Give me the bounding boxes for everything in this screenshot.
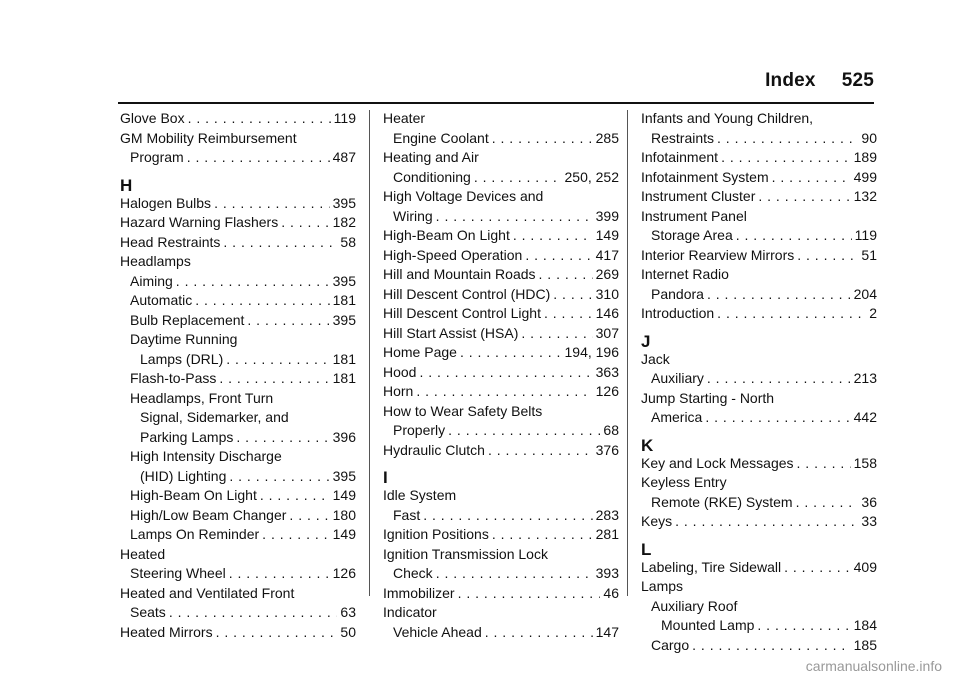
dot-leader xyxy=(485,624,593,640)
section-letter: K xyxy=(641,435,654,455)
entry-label: Wiring xyxy=(393,207,433,224)
index-entry[interactable] xyxy=(120,273,356,293)
entry-label: Lamps (DRL) xyxy=(140,350,224,367)
page-reference: 213 xyxy=(853,370,877,386)
index-entry[interactable] xyxy=(120,110,356,130)
index-heading: Daytime Running xyxy=(130,331,238,347)
entry-label: Hill Descent Control Light xyxy=(383,305,541,321)
index-entry[interactable] xyxy=(120,604,356,624)
entry-label: Flash-to-Pass xyxy=(130,370,217,386)
dot-leader xyxy=(796,494,859,510)
page-reference: 204 xyxy=(853,285,877,302)
index-entry[interactable] xyxy=(383,383,619,403)
index-heading: Heater xyxy=(383,110,426,126)
index-entry[interactable] xyxy=(383,305,619,325)
page-reference: 182 xyxy=(332,214,356,230)
index-entry[interactable] xyxy=(641,617,877,637)
dot-leader xyxy=(416,383,592,399)
index-entry[interactable] xyxy=(641,559,877,579)
page-reference: 149 xyxy=(332,526,356,542)
header-rule xyxy=(118,102,874,104)
index-heading: Keyless Entry xyxy=(641,474,727,490)
page-header xyxy=(765,70,874,92)
dot-leader xyxy=(187,149,330,165)
entry-label: Immobilizer xyxy=(383,584,455,601)
index-heading: Indicator xyxy=(383,604,437,620)
dot-leader xyxy=(717,130,858,146)
index-entry[interactable] xyxy=(120,526,356,546)
dot-leader xyxy=(226,351,329,367)
entry-label: Hill and Mountain Roads xyxy=(383,266,536,282)
page-reference: 180 xyxy=(332,506,356,523)
page-reference: 2 xyxy=(869,305,877,321)
dot-leader xyxy=(705,409,850,425)
entry-label: Parking Lamps xyxy=(140,428,234,445)
index-entry[interactable] xyxy=(120,234,356,254)
entry-label: Seats xyxy=(130,604,166,620)
entry-label: Engine Coolant xyxy=(393,129,489,146)
index-heading: Infants and Young Children, xyxy=(641,110,814,126)
page-reference: 149 xyxy=(332,487,356,503)
index-entry[interactable] xyxy=(641,409,877,429)
index-entry[interactable] xyxy=(120,214,356,234)
index-entry[interactable] xyxy=(383,565,619,585)
entry-label: Halogen Bulbs xyxy=(120,194,212,211)
entry-label: Auxiliary xyxy=(651,370,704,386)
page-reference: 395 xyxy=(332,272,356,289)
page-reference: 185 xyxy=(853,636,877,653)
index-entry[interactable] xyxy=(641,513,877,533)
dot-leader xyxy=(721,149,851,165)
page-reference: 310 xyxy=(595,285,619,302)
dot-leader xyxy=(247,312,329,328)
page-reference: 36 xyxy=(861,493,877,510)
dot-leader xyxy=(797,247,858,263)
index-entry[interactable] xyxy=(120,468,356,488)
dot-leader xyxy=(448,422,600,438)
page-reference: 132 xyxy=(853,188,877,204)
entry-label: Horn xyxy=(383,383,414,399)
dot-leader xyxy=(707,370,851,386)
index-entry[interactable] xyxy=(383,442,619,462)
index-heading: Headlamps, Front Turn xyxy=(130,389,274,406)
page-reference: 194, 196 xyxy=(564,344,619,360)
page-reference: 409 xyxy=(853,558,877,575)
index-heading: Ignition Transmission Lock xyxy=(383,545,548,562)
dot-leader xyxy=(223,234,337,250)
index-heading: Lamps xyxy=(641,578,684,594)
entry-label: Instrument Cluster xyxy=(641,188,756,204)
entry-label: High-Beam On Light xyxy=(130,487,257,503)
page-reference: 147 xyxy=(595,623,619,640)
entry-label: Check xyxy=(393,565,433,581)
entry-label: Program xyxy=(130,149,184,165)
page-reference: 396 xyxy=(332,428,356,445)
dot-leader xyxy=(260,487,330,503)
page-reference: 46 xyxy=(603,584,619,601)
dot-leader xyxy=(458,585,601,601)
column-divider xyxy=(627,110,628,596)
page-reference: 119 xyxy=(854,227,877,243)
dot-leader xyxy=(736,227,852,243)
dot-leader xyxy=(289,507,329,523)
entry-label: Labeling, Tire Sidewall xyxy=(641,558,782,575)
index-entry[interactable] xyxy=(641,169,877,189)
index-entry[interactable] xyxy=(641,149,877,169)
index-entry[interactable] xyxy=(383,364,619,384)
page-reference: 119 xyxy=(333,110,356,126)
page-reference: 487 xyxy=(332,149,356,165)
dot-leader xyxy=(236,429,329,445)
entry-label: High-Beam On Light xyxy=(383,227,510,243)
dot-leader xyxy=(195,292,329,308)
dot-leader xyxy=(229,468,329,484)
entry-label: Automatic xyxy=(130,292,193,308)
page-reference: 50 xyxy=(340,623,356,640)
index-entry[interactable] xyxy=(641,286,877,306)
page-reference: 395 xyxy=(332,467,356,484)
index-entry[interactable] xyxy=(120,507,356,527)
dot-leader xyxy=(169,604,338,620)
index-column-1 xyxy=(120,110,356,643)
index-entry[interactable] xyxy=(383,208,619,228)
index-heading: How to Wear Safety Belts xyxy=(383,402,543,419)
dot-leader xyxy=(675,513,858,529)
entry-label: Restraints xyxy=(651,129,715,146)
index-entry[interactable] xyxy=(383,286,619,306)
dot-leader xyxy=(474,169,562,185)
index-heading: Headlamps xyxy=(120,253,191,269)
page-reference: 68 xyxy=(603,422,619,438)
entry-label: High-Speed Operation xyxy=(383,246,523,263)
page-reference: 184 xyxy=(853,617,877,633)
page-reference: 307 xyxy=(595,324,619,341)
page-reference: 33 xyxy=(861,513,877,529)
dot-leader xyxy=(219,370,329,386)
entry-label: Hydraulic Clutch xyxy=(383,441,485,458)
index-entry[interactable] xyxy=(383,169,619,189)
dot-leader xyxy=(214,195,330,211)
section-letter: L xyxy=(641,539,652,559)
index-entry[interactable] xyxy=(641,305,877,325)
page-reference: 181 xyxy=(332,370,356,386)
index-heading: GM Mobility Reimbursement xyxy=(120,129,297,146)
page-reference: 90 xyxy=(861,129,877,146)
index-heading: Idle System xyxy=(383,487,457,503)
page-reference: 395 xyxy=(332,194,356,211)
entry-label: Fast xyxy=(393,506,421,523)
dot-leader xyxy=(423,507,592,523)
entry-label: Aiming xyxy=(130,272,173,289)
index-entry[interactable] xyxy=(383,227,619,247)
page-reference: 189 xyxy=(853,149,877,165)
index-heading: Jack xyxy=(641,350,670,367)
dot-leader xyxy=(797,455,851,471)
dot-leader xyxy=(460,344,562,360)
entry-label: Vehicle Ahead xyxy=(393,623,482,640)
index-entry[interactable] xyxy=(641,494,877,514)
entry-label: Steering Wheel xyxy=(130,565,226,581)
entry-label: America xyxy=(651,409,703,425)
page-reference: 283 xyxy=(595,506,619,523)
index-entry[interactable] xyxy=(641,130,877,150)
dot-leader xyxy=(692,637,851,653)
page-reference: 63 xyxy=(340,604,356,620)
entry-label: Head Restraints xyxy=(120,233,221,250)
entry-label: Hood xyxy=(383,363,417,380)
dot-leader xyxy=(784,559,851,575)
dot-leader xyxy=(707,286,851,302)
index-entry[interactable] xyxy=(383,526,619,546)
page-reference: 269 xyxy=(595,266,619,282)
page-reference: 158 xyxy=(853,454,877,471)
index-entry[interactable] xyxy=(641,247,877,267)
index-entry[interactable] xyxy=(383,247,619,267)
index-entry[interactable] xyxy=(120,429,356,449)
index-entry[interactable] xyxy=(383,325,619,345)
section-letter: I xyxy=(383,468,388,487)
index-heading: High Intensity Discharge xyxy=(130,448,282,464)
dot-leader xyxy=(492,130,593,146)
entry-label: Cargo xyxy=(651,636,690,653)
page-reference: 250, 252 xyxy=(564,168,619,185)
index-entry[interactable] xyxy=(383,507,619,527)
page-reference: 417 xyxy=(595,246,619,263)
dot-leader xyxy=(176,273,330,289)
dot-leader xyxy=(492,526,593,542)
index-entry[interactable] xyxy=(383,266,619,286)
entry-label: Lamps On Reminder xyxy=(130,526,260,542)
index-entry[interactable] xyxy=(383,422,619,442)
index-column-2 xyxy=(383,110,619,643)
page-reference: 376 xyxy=(595,441,619,458)
dot-leader xyxy=(188,110,331,126)
index-entry[interactable] xyxy=(641,227,877,247)
dot-leader xyxy=(758,188,850,204)
page-title: Index xyxy=(765,70,816,91)
page-reference: 399 xyxy=(595,207,619,224)
dot-leader xyxy=(436,565,593,581)
entry-label: Hill Start Assist (HSA) xyxy=(383,324,519,341)
index-entry[interactable] xyxy=(383,130,619,150)
dot-leader xyxy=(488,442,593,458)
entry-label: (HID) Lighting xyxy=(140,467,227,484)
index-heading: Jump Starting - North xyxy=(641,389,775,406)
entry-label: Glove Box xyxy=(120,110,185,126)
page-reference: 126 xyxy=(332,565,356,581)
dot-leader xyxy=(419,364,592,380)
entry-label: Home Page xyxy=(383,344,457,360)
dot-leader xyxy=(757,617,850,633)
index-entry[interactable] xyxy=(120,312,356,332)
index-entry[interactable] xyxy=(641,370,877,390)
page-reference: 395 xyxy=(332,311,356,328)
index-entry[interactable] xyxy=(641,455,877,475)
index-heading: Internet Radio xyxy=(641,266,729,282)
index-entry[interactable] xyxy=(120,195,356,215)
entry-label: Bulb Replacement xyxy=(130,311,245,328)
page-reference: 146 xyxy=(595,305,619,321)
index-entry[interactable] xyxy=(120,370,356,390)
index-heading: Auxiliary Roof xyxy=(651,597,738,614)
page-reference: 285 xyxy=(595,129,619,146)
dot-leader xyxy=(281,214,329,230)
entry-label: Infotainment xyxy=(641,149,719,165)
dot-leader xyxy=(436,208,593,224)
index-heading: Instrument Panel xyxy=(641,207,747,224)
entry-label: Conditioning xyxy=(393,168,471,185)
page-reference: 181 xyxy=(332,292,356,308)
dot-leader xyxy=(772,169,851,185)
entry-label: Keys xyxy=(641,513,673,529)
entry-label: Key and Lock Messages xyxy=(641,454,794,471)
index-column-3 xyxy=(641,110,877,656)
column-divider xyxy=(369,110,370,596)
page-reference: 442 xyxy=(853,409,877,425)
index-entry[interactable] xyxy=(641,188,877,208)
entry-label: Properly xyxy=(393,422,446,438)
page-reference: 181 xyxy=(332,350,356,367)
index-entry[interactable] xyxy=(383,624,619,644)
page-reference: 363 xyxy=(595,363,619,380)
index-entry[interactable] xyxy=(120,351,356,371)
page-reference: 499 xyxy=(853,168,877,185)
index-heading: Heated xyxy=(120,545,166,562)
index-heading: High Voltage Devices and xyxy=(383,188,544,204)
index-entry[interactable] xyxy=(120,487,356,507)
entry-label: Mounted Lamp xyxy=(661,617,755,633)
entry-label: Introduction xyxy=(641,305,715,321)
section-letter: J xyxy=(641,331,651,351)
page-reference: 281 xyxy=(595,526,619,542)
page-reference: 51 xyxy=(861,246,877,263)
section-letter: H xyxy=(120,175,133,195)
dot-leader xyxy=(262,526,329,542)
dot-leader xyxy=(229,565,330,581)
entry-label: Storage Area xyxy=(651,227,733,243)
page-reference: 393 xyxy=(595,565,619,581)
entry-label: Heated Mirrors xyxy=(120,623,213,640)
index-entry[interactable] xyxy=(120,565,356,585)
entry-label: Infotainment System xyxy=(641,168,769,185)
index-entry[interactable] xyxy=(120,292,356,312)
index-heading: Signal, Sidemarker, and xyxy=(140,409,289,425)
index-entry[interactable] xyxy=(641,637,877,657)
index-entry[interactable] xyxy=(120,624,356,644)
dot-leader xyxy=(513,227,593,243)
dot-leader xyxy=(544,305,593,321)
index-entry[interactable] xyxy=(120,149,356,169)
entry-label: Remote (RKE) System xyxy=(651,493,793,510)
dot-leader xyxy=(539,266,593,282)
page-reference: 149 xyxy=(595,227,619,243)
index-heading: Heated and Ventilated Front xyxy=(120,584,295,601)
index-entry[interactable] xyxy=(383,344,619,364)
dot-leader xyxy=(216,624,338,640)
page-reference: 58 xyxy=(340,233,356,250)
page-reference: 126 xyxy=(595,383,619,399)
entry-label: Pandora xyxy=(651,285,704,302)
dot-leader xyxy=(717,305,866,321)
watermark: carmanualsonline.info xyxy=(805,658,942,674)
entry-label: Hill Descent Control (HDC) xyxy=(383,285,551,302)
entry-label: Hazard Warning Flashers xyxy=(120,214,279,230)
page-number: 525 xyxy=(841,70,874,91)
entry-label: Interior Rearview Mirrors xyxy=(641,246,795,263)
index-heading: Heating and Air xyxy=(383,149,479,165)
dot-leader xyxy=(525,247,592,263)
entry-label: High/Low Beam Changer xyxy=(130,506,287,523)
dot-leader xyxy=(521,325,592,341)
dot-leader xyxy=(553,286,592,302)
index-entry[interactable] xyxy=(383,585,619,605)
entry-label: Ignition Positions xyxy=(383,526,489,542)
